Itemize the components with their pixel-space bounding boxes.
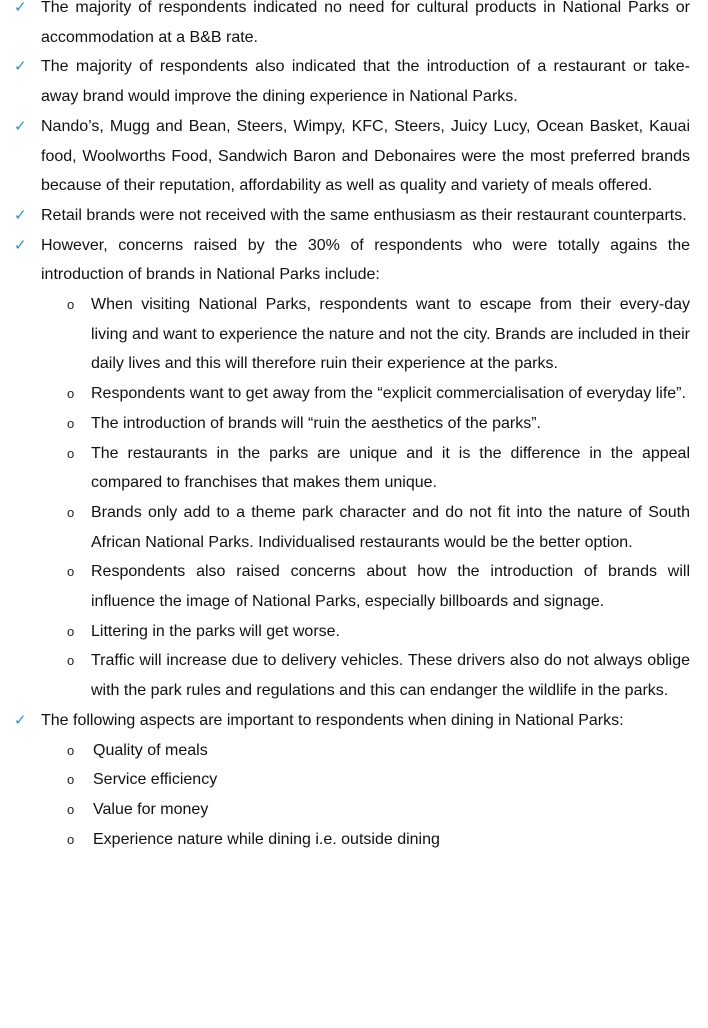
bullet-text: Nando’s, Mugg and Bean, Steers, Wimpy, KFC, Steers, Juicy Lucy, Ocean Basket, Kauai food, Woolworths Food, Sandwich Baron and Debonaires were the most preferred brands because of their reputation, affordability as well as quality and variety of meals offered. bbox=[41, 117, 690, 195]
circle-bullet-icon: o bbox=[67, 386, 75, 402]
circle-bullet-icon: o bbox=[67, 504, 75, 520]
sub-list-concerns bbox=[41, 290, 690, 706]
sub-bullet-text: Quality of meals bbox=[93, 741, 208, 759]
sub-bullet-text: The introduction of brands will “ruin the aesthetics of the parks”. bbox=[91, 414, 541, 432]
sub-bullet-text: Traffic will increase due to delivery vehicles. These drivers also do not always oblige with the park rules and regulations and this can endanger the wildlife in the parks. bbox=[91, 652, 690, 700]
checkmark-icon: ✓ bbox=[14, 0, 27, 16]
circle-bullet-icon: o bbox=[67, 564, 75, 580]
checkmark-icon: ✓ bbox=[14, 235, 27, 254]
sub-list-item bbox=[41, 557, 690, 616]
checkmark-icon: ✓ bbox=[14, 710, 27, 729]
sub-list-aspects bbox=[41, 736, 690, 855]
sub-bullet-text: Respondents also raised concerns about how the introduction of brands will influence the image of National Parks, especially billboards and signage. bbox=[91, 563, 690, 611]
circle-bullet-icon: o bbox=[67, 297, 75, 313]
sub-bullet-text: Experience nature while dining i.e. outside dining bbox=[93, 830, 440, 848]
circle-bullet-icon: o bbox=[67, 623, 75, 639]
list-item bbox=[0, 706, 690, 855]
sub-bullet-text: The restaurants in the parks are unique and it is the difference in the appeal compared to franchises that makes them unique. bbox=[91, 444, 690, 492]
circle-bullet-icon: o bbox=[67, 653, 75, 669]
bullet-text: The majority of respondents indicated no need for cultural products in National Parks or accommodation at a B&B rate. bbox=[41, 0, 690, 46]
sub-list-item bbox=[41, 765, 690, 795]
circle-bullet-icon: o bbox=[67, 772, 75, 788]
circle-bullet-icon: o bbox=[67, 742, 75, 758]
sub-list-item bbox=[41, 617, 690, 647]
bullet-text: The majority of respondents also indicated that the introduction of a restaurant or take-away brand would improve the dining experience in National Parks. bbox=[41, 58, 690, 106]
circle-bullet-icon: o bbox=[67, 801, 75, 817]
checkmark-icon: ✓ bbox=[14, 205, 27, 224]
sub-list-item bbox=[41, 795, 690, 825]
circle-bullet-icon: o bbox=[67, 445, 75, 461]
sub-bullet-text: When visiting National Parks, respondents want to escape from their every-day living and want to experience the nature and not the city. Brands are included in their daily lives and this will therefore ruin their experience at the parks. bbox=[91, 296, 690, 373]
sub-list-item bbox=[41, 439, 690, 498]
list-item bbox=[0, 231, 690, 706]
checkmark-icon: ✓ bbox=[14, 116, 27, 135]
list-item bbox=[0, 201, 690, 231]
checkmark-icon: ✓ bbox=[14, 57, 27, 76]
circle-bullet-icon: o bbox=[67, 831, 75, 847]
sub-list-item bbox=[41, 825, 690, 855]
sub-list-item bbox=[41, 646, 690, 705]
sub-bullet-text: Respondents want to get away from the “explicit commercialisation of everyday life”. bbox=[91, 385, 686, 403]
circle-bullet-icon: o bbox=[67, 415, 75, 431]
list-item bbox=[0, 52, 690, 111]
sub-list-item bbox=[41, 379, 690, 409]
sub-list-item bbox=[41, 290, 690, 379]
sub-list-item bbox=[41, 498, 690, 557]
sub-list-item bbox=[41, 736, 690, 766]
sub-list-item bbox=[41, 409, 690, 439]
list-item bbox=[0, 112, 690, 201]
bullet-text: The following aspects are important to respondents when dining in National Parks: bbox=[41, 711, 624, 729]
sub-bullet-text: Value for money bbox=[93, 800, 209, 818]
sub-bullet-text: Brands only add to a theme park character and do not fit into the nature of South African National Parks. Individualised restaurants would be the better option. bbox=[91, 503, 690, 551]
bullet-text: However, concerns raised by the 30% of respondents who were totally agains the introduction of brands in National Parks include: bbox=[41, 236, 690, 284]
sub-bullet-text: Service efficiency bbox=[93, 771, 218, 789]
sub-bullet-text: Littering in the parks will get worse. bbox=[91, 622, 340, 640]
bullet-text: Retail brands were not received with the same enthusiasm as their restaurant counterparts. bbox=[41, 206, 687, 224]
list-item bbox=[0, 0, 690, 52]
